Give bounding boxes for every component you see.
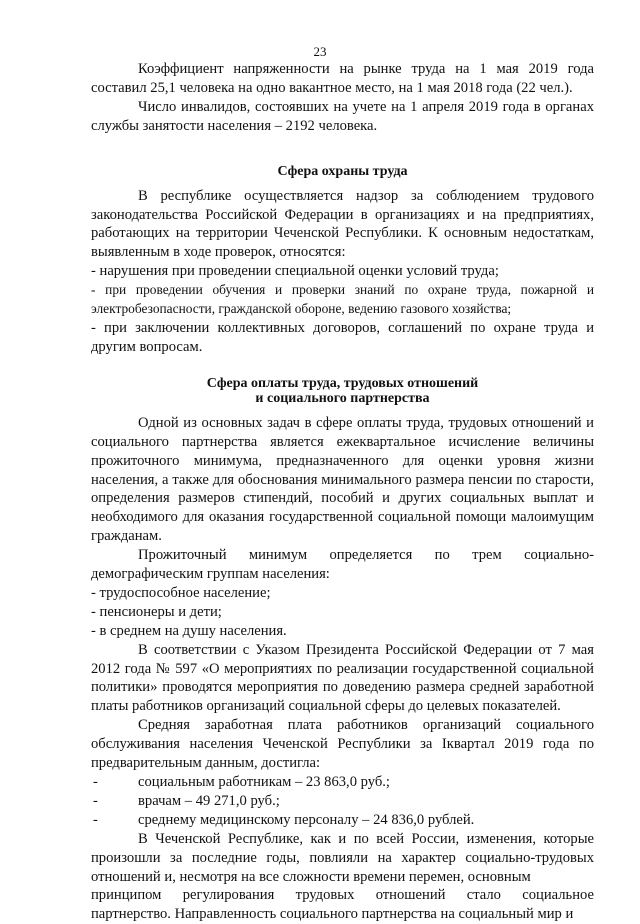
word: отношений — [375, 887, 446, 904]
word: социальное — [522, 887, 594, 904]
word: принципом — [91, 887, 162, 904]
page-content — [91, 60, 594, 924]
word: по — [434, 547, 450, 564]
social-partnership-paragraph: В Чеченской Республике, как и по всей России, изменения, которые произошли за последние годы, повлияли на характер социально-трудовых отношений и, несмотря на все сложности времени перемен, основным — [91, 830, 594, 885]
population-group-item: - в среднем на душу населения. — [91, 622, 287, 639]
page-number: 23 — [313, 44, 327, 59]
word: трем — [472, 547, 502, 564]
labor-protection-intro: В республике осуществляется надзор за соблюдением трудового законодательства Российской Федерации в организациях и на предприятиях, работающих на территории Чеченской Республики. К основным недостаткам, выявленным в ходе проверок, относятся: — [91, 187, 594, 261]
word: Прожиточный — [138, 547, 227, 564]
word: социально- — [524, 547, 594, 564]
salary-item — [91, 773, 594, 792]
bullet-dash: - — [93, 811, 98, 828]
labor-market-paragraph: Коэффициент напряженности на рынке труда на 1 мая 2019 года составил 25,1 человека на одно вакантное место, на 1 мая 2018 года (22 чел.). — [91, 61, 594, 96]
bullet-dash: - — [93, 774, 98, 790]
social-partnership-line — [91, 886, 594, 905]
section-heading-wages — [91, 376, 594, 406]
salary-item-text: социальным работникам – 23 863,0 руб.; — [138, 774, 390, 790]
word: минимум — [248, 547, 308, 564]
violation-item: - при заключении коллективных договоров, соглашений по охране труда и другим вопросам. — [91, 319, 594, 355]
population-group-item: - трудоспособное население; — [91, 584, 271, 601]
social-partnership-end: партнерство. Направленность социального партнерства на социальный мир и — [91, 906, 574, 923]
subsistence-minimum-rest: демографическим группам населения: — [91, 566, 330, 583]
section-heading-wages-line1: Сфера оплаты труда, трудовых отношений — [206, 375, 479, 391]
section-heading-wages-line2: и социального партнерства — [255, 390, 430, 406]
violation-item: - нарушения при проведении специальной оценки условий труда; — [91, 263, 499, 280]
salary-item-text: среднему медицинскому персоналу – 24 836,0 рублей. — [138, 811, 475, 828]
salary-item — [91, 792, 594, 811]
word: регулирования — [182, 887, 275, 904]
wages-main-tasks-paragraph: Одной из основных задач в сфере оплаты труда, трудовых отношений и социального партнерства является ежеквартальное исчисление величины прожиточного минимума, предназначенного для оценки уровня жизни населения, а также для обоснования минимального размера пенсии по старости, определения размеров стипендий, пособий и других социальных выплат и необходимого для оказания государственной социальной помощи малоимущим гражданам. — [91, 414, 594, 545]
population-group-item: - пенсионеры и дети; — [91, 603, 222, 620]
salary-item-text: врачам – 49 271,0 руб.; — [138, 792, 280, 809]
subsistence-minimum-line — [91, 546, 594, 565]
word: определяется — [329, 547, 413, 564]
violation-item: - при проведении обучения и проверки знаний по охране труда, пожарной и электробезопасности, гражданской обороне, ведению газового хозяйства; — [91, 282, 594, 317]
word: стало — [466, 887, 501, 904]
disabled-registered-paragraph: Число инвалидов, состоявших на учете на 1 апреля 2019 года в органах службы занятости населения – 2192 человека. — [91, 98, 594, 134]
bullet-dash: - — [93, 792, 98, 809]
word: трудовых — [295, 887, 355, 904]
presidential-decree-paragraph: В соответствии с Указом Президента Российской Федерации от 7 мая 2012 года № 597 «О мероприятиях по реализации государственной социальной политики» проводятся мероприятия по доведению размера средней заработной платы работников организаций социальной сферы до целевых показателей. — [91, 641, 594, 715]
average-salary-paragraph: Средняя заработная плата работников организаций социального обслуживания населения Чеченской Республики за Iквартал 2019 года по предварительным данным, достигла: — [91, 717, 594, 772]
section-heading-labor-protection: Сфера охраны труда — [277, 163, 408, 179]
salary-item — [91, 811, 594, 830]
